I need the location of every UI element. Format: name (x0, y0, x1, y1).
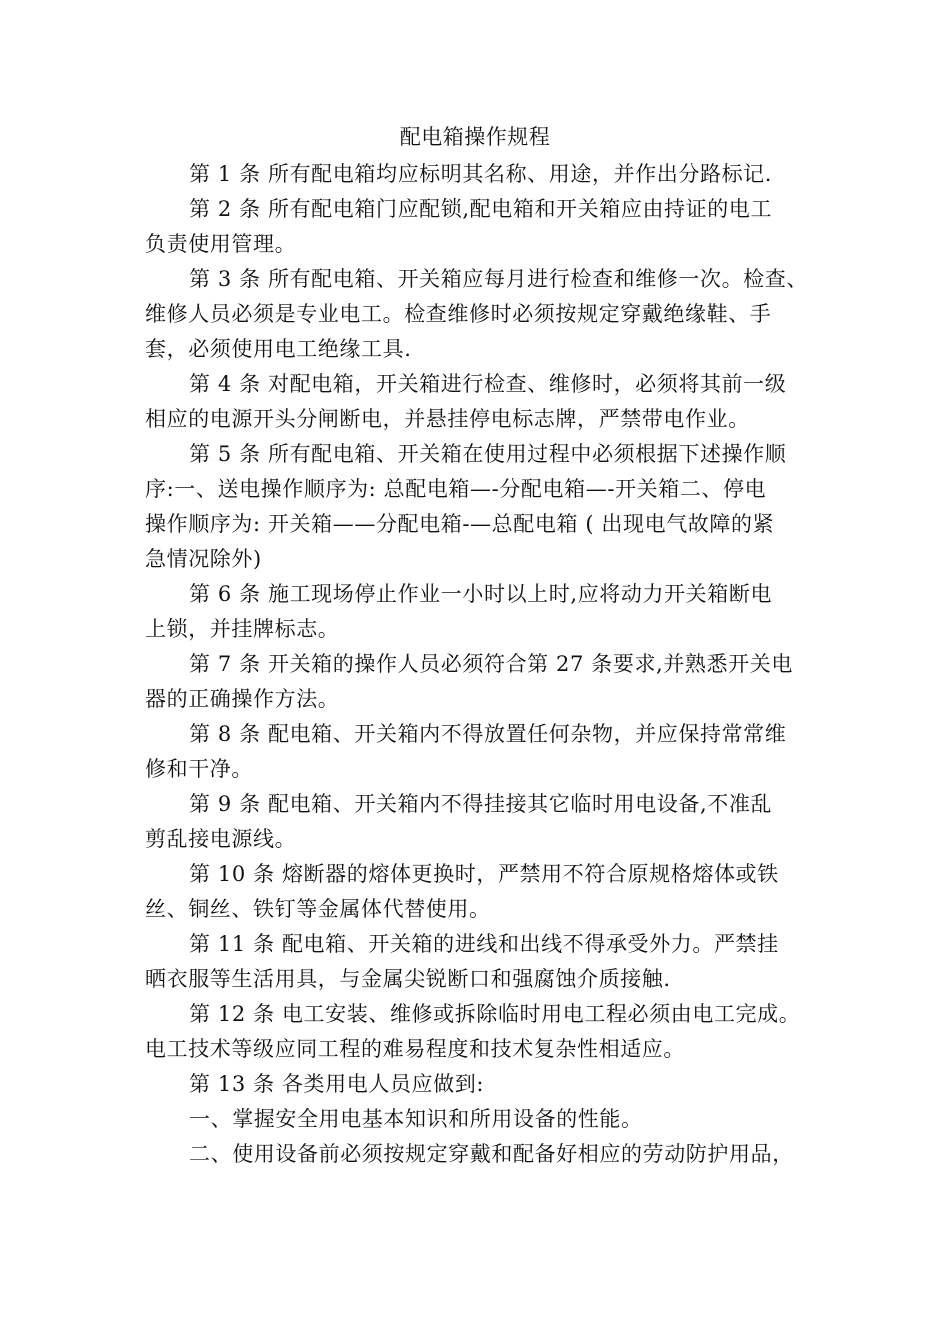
text-line: 第 7 条 开关箱的操作人员必须符合第 27 条要求,并熟悉开关电 (189, 652, 793, 676)
text-line: 一、掌握安全用电基本知识和所用设备的性能。 (189, 1107, 643, 1131)
text-line: 负责使用管理。 (145, 232, 297, 256)
text-line: 第 12 条 电工安装、维修或拆除临时用电工程必须由电工完成。 (189, 1002, 801, 1026)
text-line: 丝、铜丝、铁钉等金属体代替使用。 (145, 897, 491, 921)
text-line: 套，必须使用电工绝缘工具. (145, 337, 412, 361)
document-title: 配电箱操作规程 (399, 125, 551, 149)
text-line: 维修人员必须是专业电工。检查维修时必须按规定穿戴绝缘鞋、手 (145, 302, 772, 326)
text-line: 第 4 条 对配电箱，开关箱进行检查、维修时，必须将其前一级 (189, 372, 787, 396)
text-line: 第 5 条 所有配电箱、开关箱在使用过程中必须根据下述操作顺 (189, 442, 787, 466)
text-line: 第 9 条 配电箱、开关箱内不得挂接其它临时用电设备,不准乱 (189, 792, 773, 816)
text-line: 序:一、送电操作顺序为: 总配电箱—-分配电箱—-开关箱二、停电 (145, 477, 767, 501)
text-line: 第 8 条 配电箱、开关箱内不得放置任何杂物，并应保持常常维 (189, 722, 787, 746)
text-line: 修和干净。 (145, 757, 253, 781)
text-line: 电工技术等级应同工程的难易程度和技术复杂性相适应。 (145, 1037, 685, 1061)
text-line: 第 3 条 所有配电箱、开关箱应每月进行检查和维修一次。检查、 (189, 267, 808, 291)
text-line: 晒衣服等生活用具，与金属尖锐断口和强腐蚀介质接触. (145, 967, 671, 991)
text-line: 急情况除外) (145, 547, 262, 571)
text-line: 第 10 条 熔断器的熔体更换时，严禁用不符合原规格熔体或铁 (189, 862, 779, 886)
text-line: 剪乱接电源线。 (145, 827, 297, 851)
text-line: 相应的电源开头分闸断电，并悬挂停电标志牌，严禁带电作业。 (145, 407, 750, 431)
text-line: 第 13 条 各类用电人员应做到: (189, 1072, 485, 1096)
text-line: 第 2 条 所有配电箱门应配锁,配电箱和开关箱应由持证的电工 (189, 197, 773, 221)
text-line: 上锁，并挂牌标志。 (145, 617, 340, 641)
text-line: 器的正确操作方法。 (145, 687, 340, 711)
text-line: 操作顺序为: 开关箱——分配电箱-—总配电箱 ( 出现电气故障的紧 (145, 512, 775, 536)
text-line: 二、使用设备前必须按规定穿戴和配备好相应的劳动防护用品， (189, 1142, 794, 1166)
text-line: 第 11 条 配电箱、开关箱的进线和出线不得承受外力。严禁挂 (189, 932, 779, 956)
document-body (145, 157, 825, 1172)
text-line: 第 1 条 所有配电箱均应标明其名称、用途，并作出分路标记. (189, 162, 773, 186)
text-line: 第 6 条 施工现场停止作业一小时以上时,应将动力开关箱断电 (189, 582, 773, 606)
